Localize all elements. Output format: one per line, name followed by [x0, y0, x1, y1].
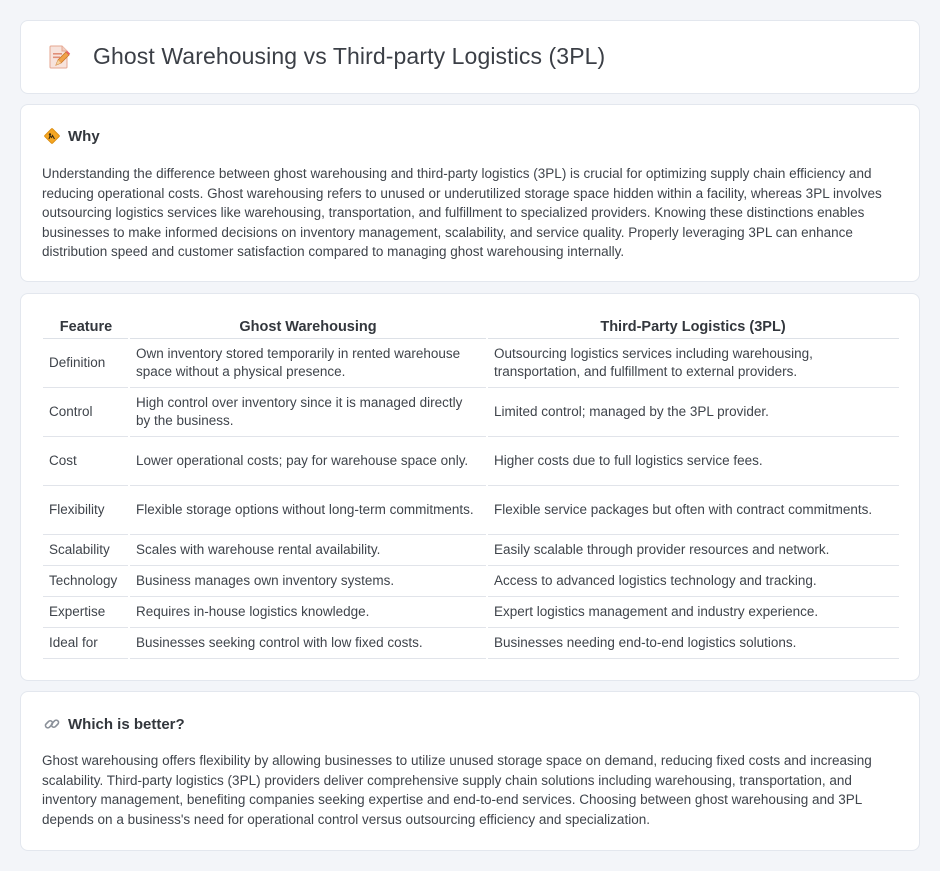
better-paragraph: Ghost warehousing offers flexibility by allowing businesses to utilize unused storage space on demand, reducing fixed costs and increasing scalability. Third-party logistics (3PL) providers deliver comprehensive supply chain solutions including warehousing, transportation, and inventory management, benefiting companies seeking expertise and end-to-end services. Choosing between ghost warehousing and 3PL depends on a business's need for operational control versus outsourcing efficiency and specialization. [42, 753, 872, 827]
why-card [20, 104, 920, 282]
tpl-cell: Easily scalable through provider resources and network. [487, 534, 899, 565]
table-row [43, 436, 899, 485]
table-header-row [43, 316, 899, 338]
tpl-cell: Expert logistics management and industry experience. [487, 596, 899, 627]
table-row [43, 485, 899, 534]
comparison-table-card [20, 293, 920, 681]
why-paragraph: Understanding the difference between ghost warehousing and third-party logistics (3PL) is crucial for optimizing supply chain efficiency and reducing operational costs. Ghost warehousing refers to unused or underutilized storage space hidden within a facility, whereas 3PL involves outsourcing logistics services like warehousing, transportation, and fulfillment to specialized providers. Knowing these distinctions enables businesses to make informed decisions on inventory management, scalability, and service quality. Properly leveraging 3PL can enhance distribution speed and customer satisfaction compared to managing ghost warehousing internally. [42, 166, 882, 260]
link-icon [43, 715, 61, 733]
tpl-cell: Flexible service packages but often with contract commitments. [487, 485, 899, 534]
feature-cell: Cost [43, 436, 129, 485]
tpl-cell: Higher costs due to full logistics service fees. [487, 436, 899, 485]
tpl-cell: Limited control; managed by the 3PL provider. [487, 387, 899, 436]
why-heading-row [43, 127, 100, 145]
table-row [43, 387, 899, 436]
ghost-cell: Scales with warehouse rental availability. [129, 534, 487, 565]
table-row [43, 338, 899, 387]
ghost-cell: Flexible storage options without long-term commitments. [129, 485, 487, 534]
feature-cell: Flexibility [43, 485, 129, 534]
feature-cell: Definition [43, 338, 129, 387]
feature-cell: Expertise [43, 596, 129, 627]
header-card [20, 20, 920, 94]
why-heading: Why [68, 127, 100, 145]
column-header-3pl: Third-Party Logistics (3PL) [487, 316, 899, 338]
document-edit-icon [47, 44, 71, 70]
column-header-feature: Feature [43, 316, 129, 338]
ghost-cell: Businesses seeking control with low fixed costs. [129, 627, 487, 658]
caution-sign-icon [43, 127, 61, 145]
ghost-cell: High control over inventory since it is managed directly by the business. [129, 387, 487, 436]
tpl-cell: Businesses needing end-to-end logistics solutions. [487, 627, 899, 658]
ghost-cell: Business manages own inventory systems. [129, 565, 487, 596]
ghost-cell: Own inventory stored temporarily in rented warehouse space without a physical presence. [129, 338, 487, 387]
ghost-cell: Requires in-house logistics knowledge. [129, 596, 487, 627]
title-row [47, 43, 605, 70]
column-header-ghost: Ghost Warehousing [129, 316, 487, 338]
table-row [43, 565, 899, 596]
feature-cell: Control [43, 387, 129, 436]
table-row [43, 596, 899, 627]
better-heading: Which is better? [68, 715, 185, 733]
tpl-cell: Outsourcing logistics services including warehousing, transportation, and fulfillment to external providers. [487, 338, 899, 387]
ghost-cell: Lower operational costs; pay for warehouse space only. [129, 436, 487, 485]
feature-cell: Ideal for [43, 627, 129, 658]
better-heading-row [43, 715, 185, 733]
page-title: Ghost Warehousing vs Third-party Logistics (3PL) [93, 43, 606, 69]
feature-cell: Scalability [43, 534, 129, 565]
comparison-table [43, 316, 899, 659]
tpl-cell: Access to advanced logistics technology and tracking. [487, 565, 899, 596]
feature-cell: Technology [43, 565, 129, 596]
table-row [43, 627, 899, 658]
table-row [43, 534, 899, 565]
which-is-better-card [20, 691, 920, 851]
